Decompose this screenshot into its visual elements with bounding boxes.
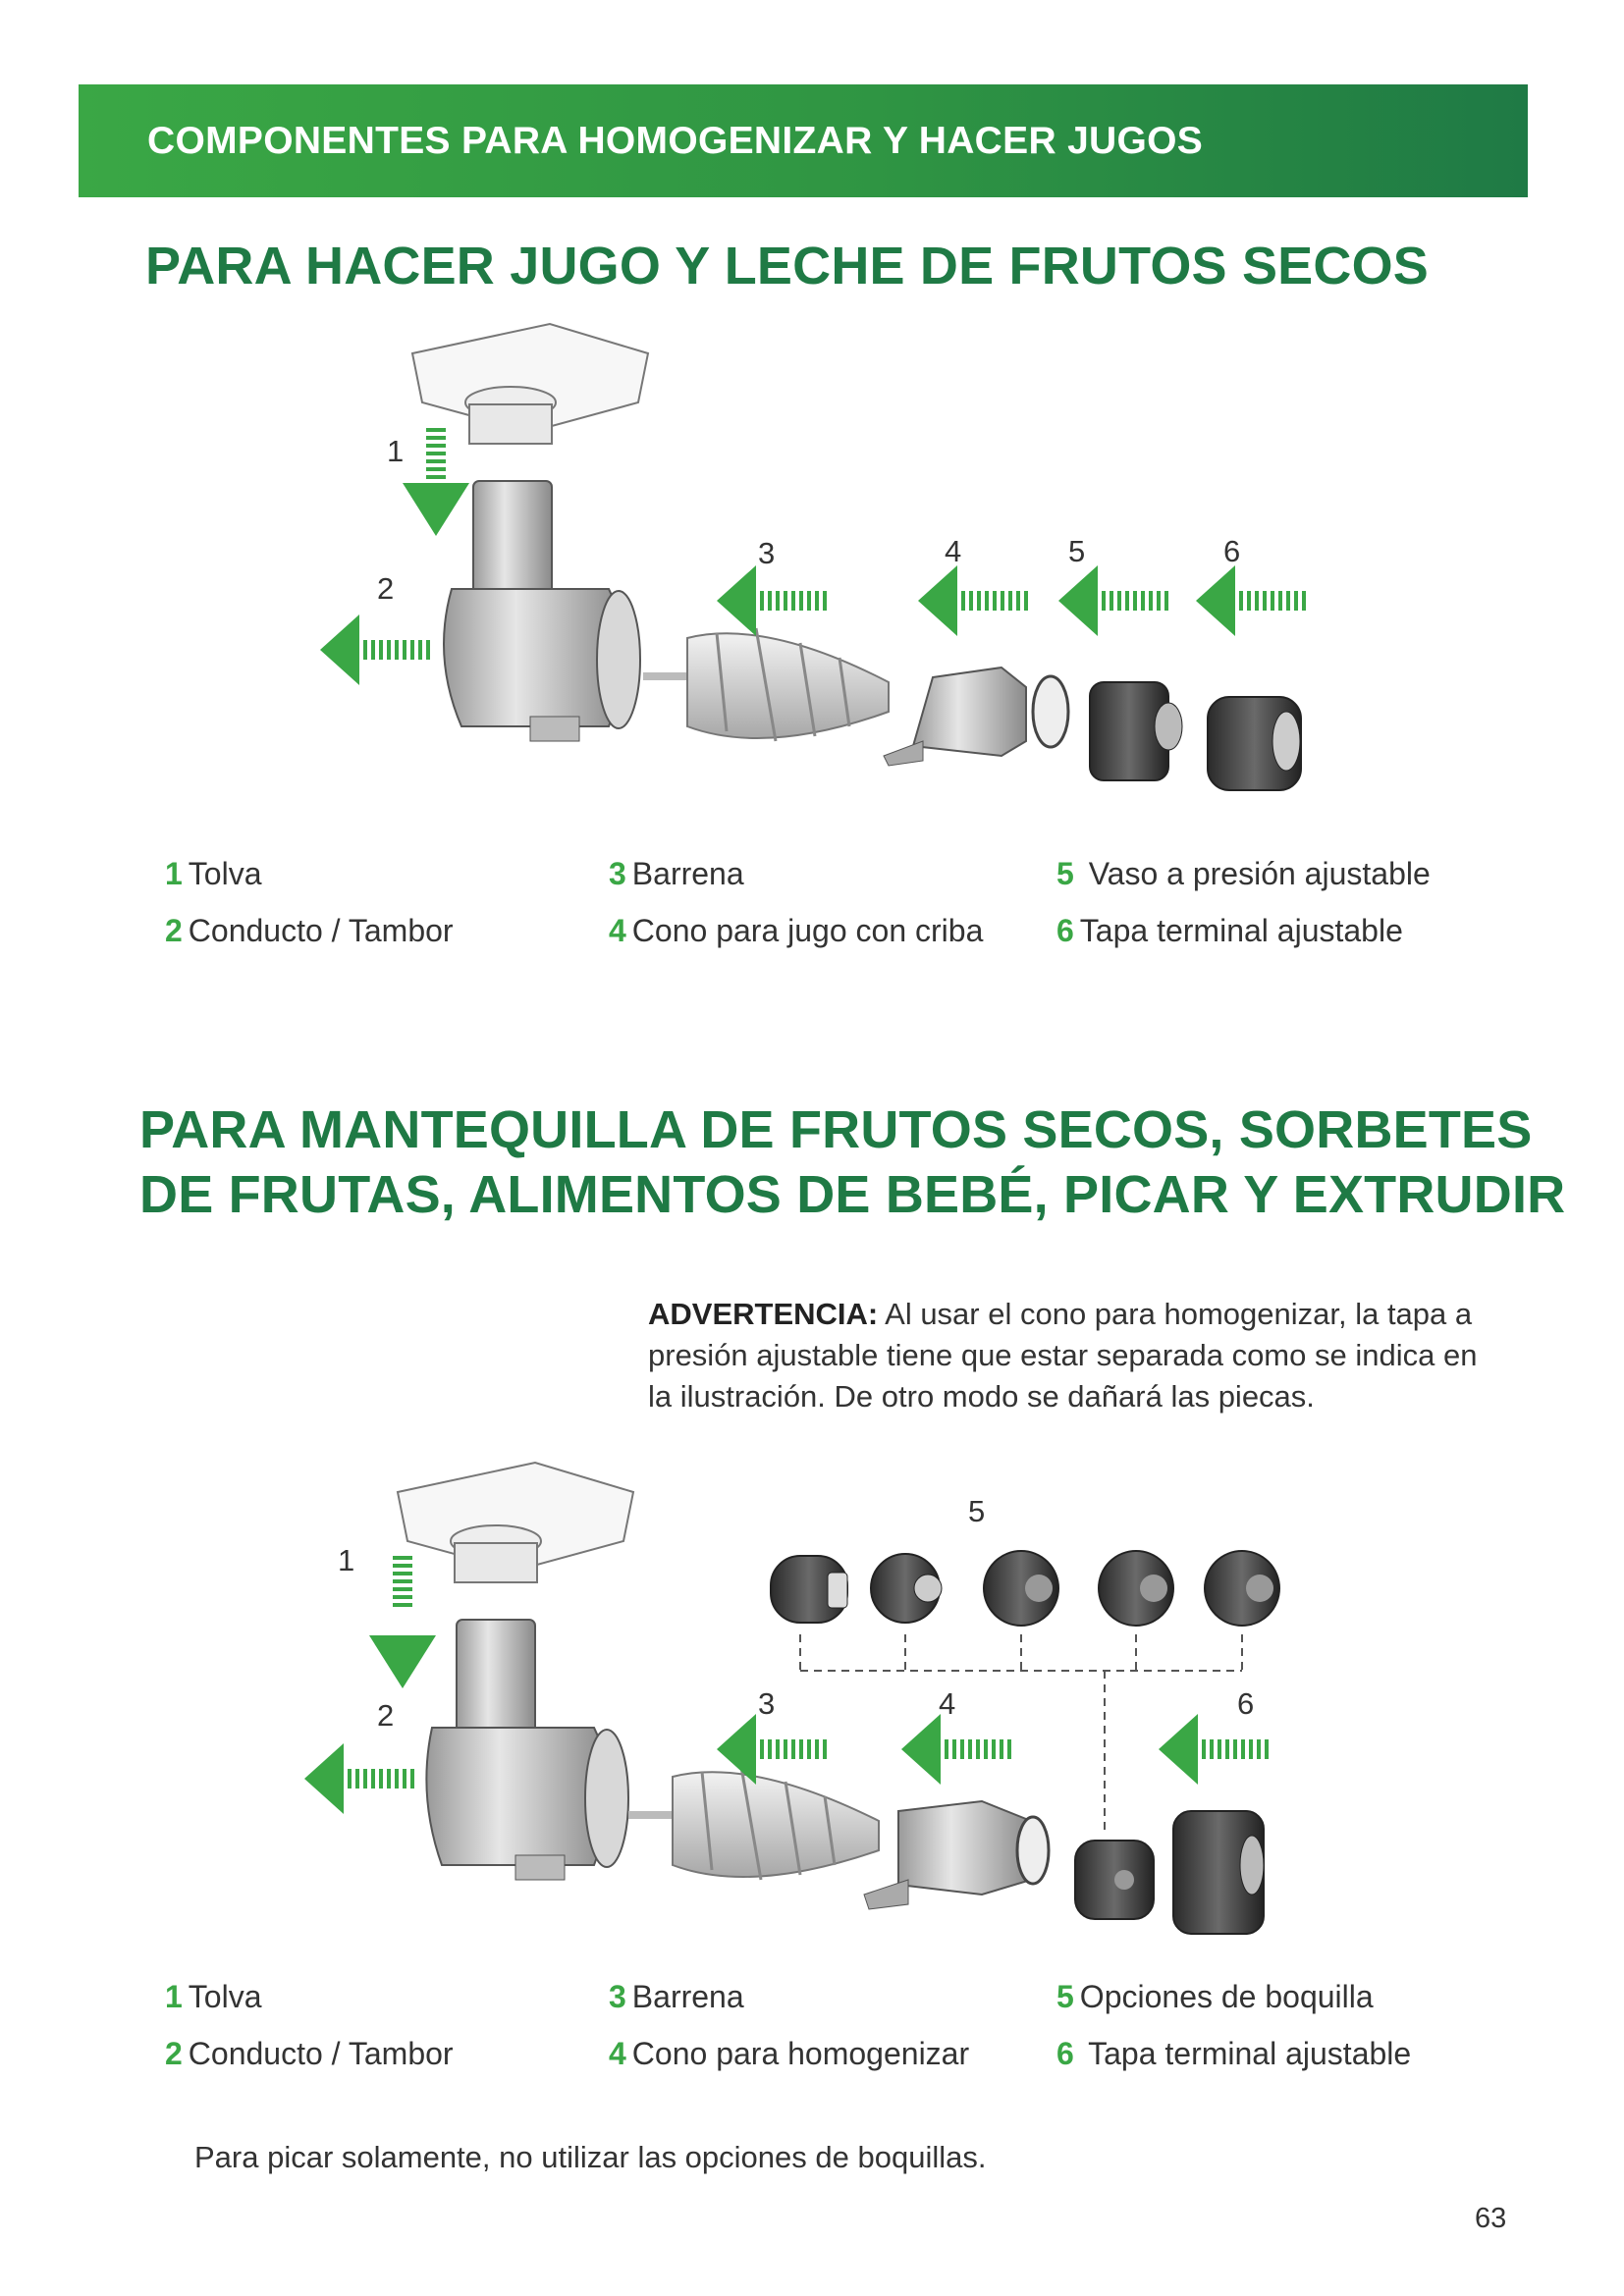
auger-part — [643, 628, 889, 741]
arrow-left-5 — [1058, 565, 1168, 636]
warning-label: ADVERTENCIA: — [648, 1297, 879, 1331]
legend-item: 3 Barrena — [609, 1979, 744, 2014]
juicer-diagram-1 — [0, 294, 1624, 844]
section2-title — [139, 1097, 1565, 1227]
end-cap-part — [1208, 697, 1301, 790]
hopper-part — [412, 324, 648, 444]
arrow-left-4 — [918, 565, 1028, 636]
legend-item: 4 Cono para jugo con criba — [609, 913, 984, 948]
callout-6: 6 — [1223, 534, 1241, 568]
callout-4: 4 — [945, 534, 962, 568]
nozzle-part — [1075, 1841, 1154, 1919]
drum-part — [444, 481, 640, 741]
legend-item: 6 Tapa terminal ajustable — [1056, 2036, 1412, 2071]
drum-part — [426, 1620, 628, 1880]
callout-1: 1 — [338, 1543, 355, 1577]
arrow-left-6 — [1159, 1714, 1269, 1785]
nozzle-options — [771, 1551, 1279, 1626]
callout-5: 5 — [1068, 534, 1086, 568]
callout-3: 3 — [758, 536, 776, 570]
callout-3: 3 — [758, 1686, 776, 1721]
arrow-left-2 — [304, 1743, 414, 1814]
legend-item: 6 Tapa terminal ajustable — [1056, 913, 1403, 948]
callout-6: 6 — [1237, 1686, 1255, 1721]
section2-title-line1: PARA MANTEQUILLA DE FRUTOS SECOS, SORBETES — [139, 1100, 1533, 1159]
callout-5: 5 — [968, 1494, 986, 1528]
callout-2: 2 — [377, 1698, 395, 1733]
juicer-diagram-2 — [0, 1443, 1624, 1963]
arrow-down-1 — [369, 1556, 436, 1688]
end-cap-part — [1173, 1811, 1264, 1934]
callout-4: 4 — [939, 1686, 956, 1721]
arrow-left-6 — [1196, 565, 1306, 636]
nozzle-bracket-lines — [800, 1634, 1242, 1831]
section-banner — [79, 84, 1528, 197]
auger-part — [628, 1767, 879, 1880]
footer-note: Para picar solamente, no utilizar las opciones de boquillas. — [194, 2140, 987, 2174]
homogenizing-cone-part — [864, 1801, 1049, 1909]
press-cup-part — [1090, 682, 1182, 780]
warning-block — [648, 1294, 1492, 1417]
warning-text: Al usar el cono para homogenizar, la tapa a presión ajustable tiene que estar separada como se indica en la ilustración. De otro modo se dañará las piecas. — [648, 1297, 1478, 1414]
juice-cone-part — [884, 667, 1068, 766]
legend-item: 5 Vaso a presión ajustable — [1056, 856, 1431, 891]
legend-item: 3 Barrena — [609, 856, 744, 891]
legend-item: 1 Tolva — [165, 1979, 262, 2014]
arrow-left-3 — [717, 565, 827, 636]
section2-title-line2: DE FRUTAS, ALIMENTOS DE BEBÉ, PICAR Y EXTRUDIR — [139, 1165, 1566, 1224]
legend-item: 2 Conducto / Tambor — [165, 2036, 454, 2071]
legend-item: 2 Conducto / Tambor — [165, 913, 454, 948]
hopper-part — [398, 1463, 633, 1582]
callout-1: 1 — [387, 434, 405, 468]
banner-title: COMPONENTES PARA HOMOGENIZAR Y HACER JUGOS — [147, 119, 1204, 162]
legend-item: 1 Tolva — [165, 856, 262, 891]
callout-2: 2 — [377, 571, 395, 606]
arrow-left-2 — [320, 614, 430, 685]
arrow-down-1 — [403, 428, 469, 536]
legend-item: 4 Cono para homogenizar — [609, 2036, 970, 2071]
section1-title: PARA HACER JUGO Y LECHE DE FRUTOS SECOS — [145, 237, 1430, 295]
page-number: 63 — [1475, 2203, 1507, 2234]
arrow-left-4 — [901, 1714, 1011, 1785]
legend-item: 5 Opciones de boquilla — [1056, 1979, 1374, 2014]
